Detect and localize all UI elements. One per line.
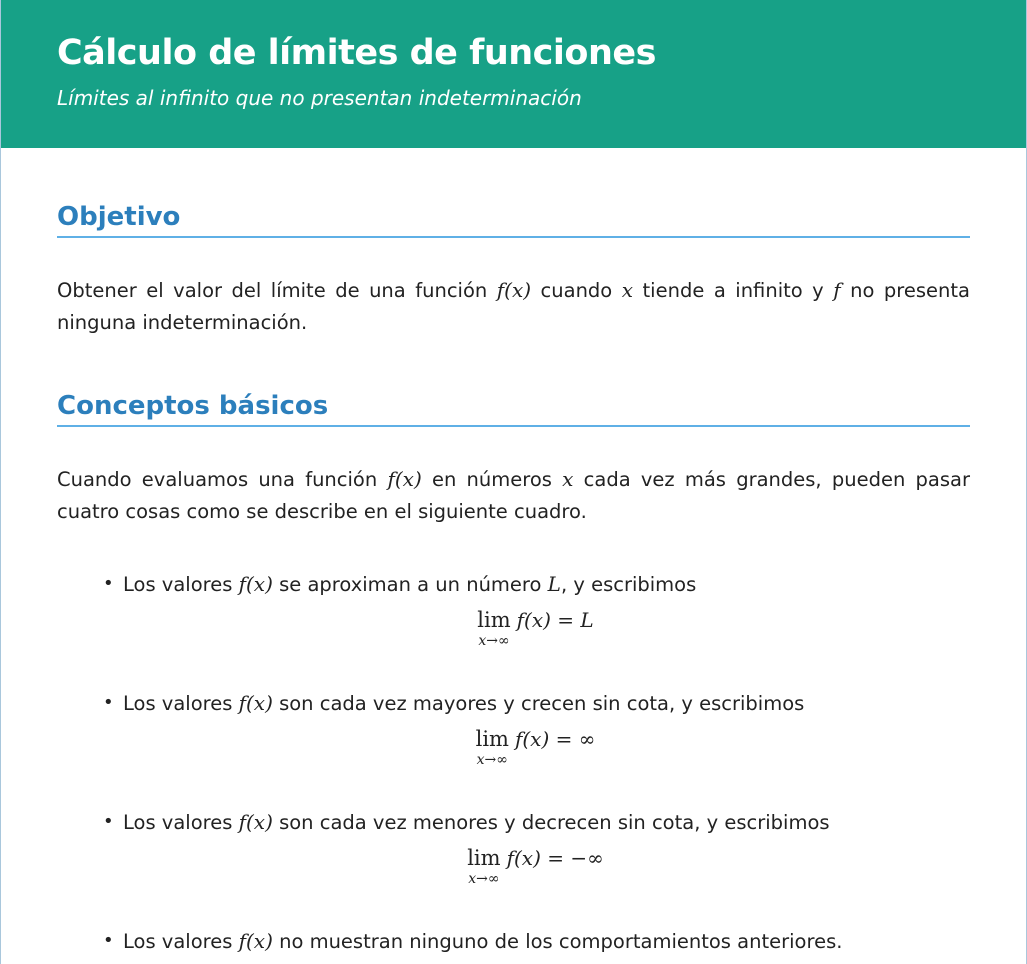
equation-rhs: f(x) = −∞: [506, 846, 604, 870]
case-text: Los valores: [123, 573, 239, 596]
header-banner: [1, 0, 1026, 148]
math-fx: f(x): [238, 810, 273, 834]
case-text: Los valores: [123, 930, 239, 953]
lim-word: lim: [477, 608, 511, 632]
cases-list: [57, 568, 970, 958]
math-fx: f(x): [238, 929, 273, 953]
lim-subscript: x→∞: [468, 871, 500, 887]
objective-paragraph: [57, 274, 970, 339]
math-x: x: [621, 278, 634, 302]
limit-operator: [467, 845, 500, 887]
case-text: no muestran ninguno de los comportamientos anteriores.: [272, 930, 843, 953]
lim-subscript: x→∞: [476, 752, 508, 768]
math-fx: f(x): [238, 572, 273, 596]
bullet-icon: •: [103, 930, 114, 951]
equation-limit-neg-infinity: [101, 845, 970, 917]
math-fx: f(x): [496, 278, 532, 302]
page-title: Cálculo de límites de funciones: [57, 33, 656, 73]
lim-word: lim: [475, 727, 509, 751]
math-fx: f(x): [387, 467, 422, 491]
list-item: [101, 568, 970, 601]
concepts-text: cada vez más grandes, pueden pasar cuatro cosas como se describe en el siguiente cuadro.: [57, 468, 970, 523]
lim-word: lim: [467, 846, 501, 870]
bullet-icon: •: [103, 692, 114, 713]
objective-text: no presenta ninguna indeterminación.: [57, 279, 971, 334]
lim-subscript: x→∞: [478, 633, 510, 649]
page-subtitle: Límites al infinito que no presentan indeterminación: [57, 86, 582, 110]
list-item: [101, 925, 970, 958]
case-text: se aproximan a un número: [272, 573, 548, 596]
equation-limit-infinity: [101, 726, 970, 798]
bullet-icon: •: [103, 811, 114, 832]
case-text: son cada vez menores y decrecen sin cota, y escribimos: [272, 811, 830, 834]
objective-text: cuando: [531, 279, 622, 302]
list-item: [101, 806, 970, 839]
equation-limit-L: [101, 607, 970, 679]
case-text: , y escribimos: [560, 573, 697, 596]
math-fx: f(x): [238, 691, 273, 715]
limit-operator: [476, 726, 509, 768]
concepts-text: Cuando evaluamos una función: [57, 468, 388, 491]
objective-text: tiende a infinito y: [633, 279, 834, 302]
case-text: Los valores: [123, 811, 239, 834]
math-L: L: [547, 572, 561, 596]
section-heading-conceptos: Conceptos básicos: [57, 389, 970, 427]
case-text: son cada vez mayores y crecen sin cota, y escribimos: [272, 692, 805, 715]
math-f: f: [833, 278, 841, 302]
list-item: [101, 687, 970, 720]
bullet-icon: •: [103, 573, 114, 594]
content: [1, 200, 1026, 958]
equation-rhs: f(x) = ∞: [514, 727, 596, 751]
section-heading-objetivo: Objetivo: [57, 200, 970, 238]
equation-rhs: f(x) = L: [516, 608, 594, 632]
objective-text: Obtener el valor del límite de una función: [57, 279, 497, 302]
concepts-text: en números: [421, 468, 563, 491]
concepts-paragraph: [57, 463, 970, 528]
case-text: Los valores: [123, 692, 239, 715]
limit-operator: [477, 607, 510, 649]
math-x: x: [562, 467, 574, 491]
